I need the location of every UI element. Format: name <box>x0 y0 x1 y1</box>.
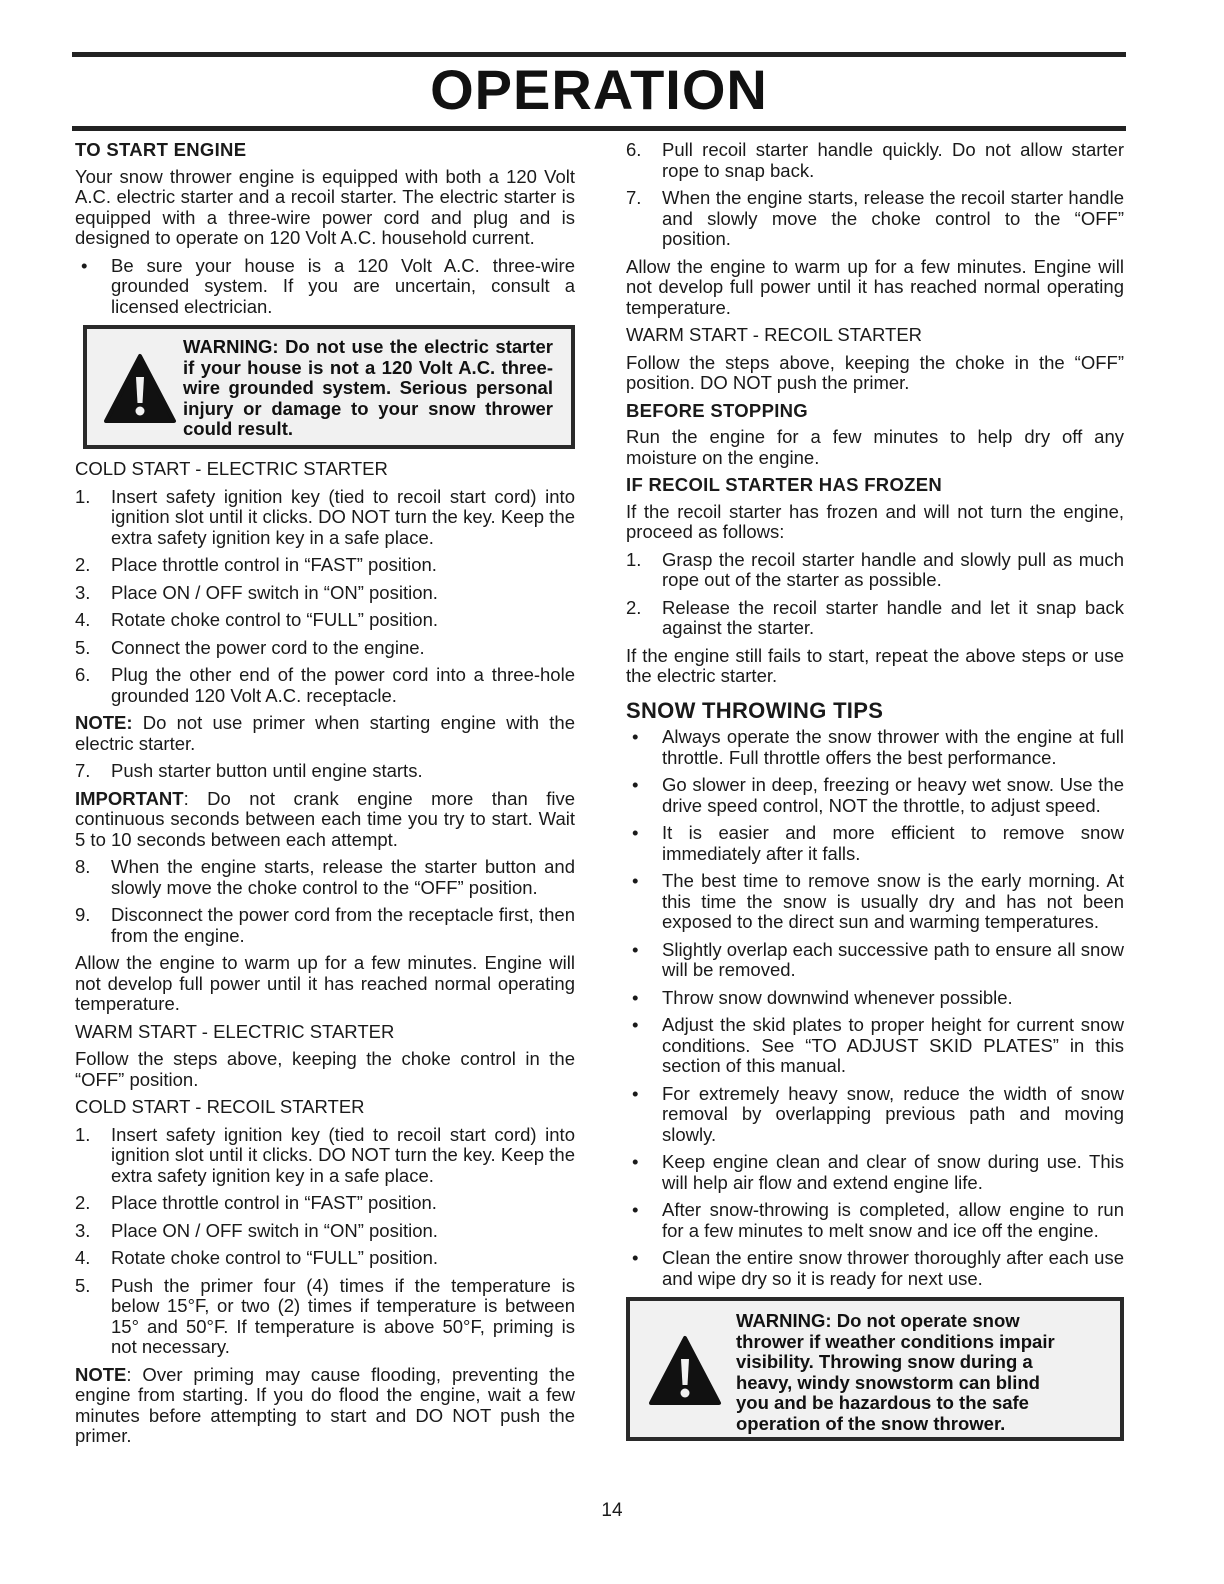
step-number: 4. <box>75 609 91 630</box>
warm-up-paragraph-recoil: Allow the engine to warm up for a few minutes. Engine will not develop full power until it has reached normal operating temperature. <box>626 255 1124 318</box>
step-text: Insert safety ignition key (tied to recoil start cord) into ignition slot until it clicks. DO NOT turn the key. Keep the extra safety ignition key in a safe place. <box>111 485 575 548</box>
step-text: Place throttle control in “FAST” position. <box>111 1192 437 1213</box>
bullet: • <box>632 726 639 747</box>
electric-warning-text: WARNING: Do not use the electric starter if your house is not a 120 Volt A.C. three-wire grounded system. Serious personal injury or damage to your snow thrower could result. <box>183 336 553 439</box>
step-number: 7. <box>626 187 642 208</box>
list-item <box>626 598 1124 639</box>
snow-throwing-tips-list <box>626 727 1124 1289</box>
step-number: 1. <box>75 1123 91 1145</box>
frozen-outro: If the engine still fails to start, repeat the above steps or use the electric starter. <box>626 644 1124 686</box>
tip-text: For extremely heavy snow, reduce the width of snow removal by overlapping previous path and moving slowly. <box>662 1082 1124 1145</box>
visibility-warning-box <box>626 1297 1124 1441</box>
list-item <box>626 871 1124 933</box>
warm-start-electric-heading: WARM START - ELECTRIC STARTER <box>75 1020 395 1042</box>
frozen-steps <box>626 550 1124 639</box>
warning-triangle-icon <box>103 353 177 425</box>
snow-throwing-tips-heading: SNOW THROWING TIPS <box>626 697 884 723</box>
frozen-recoil-heading: IF RECOIL STARTER HAS FROZEN <box>626 474 943 495</box>
warm-start-recoil-heading: WARM START - RECOIL STARTER <box>626 324 923 345</box>
cold-start-electric-steps-continued <box>75 857 575 946</box>
before-stopping-text: Run the engine for a few minutes to help dry off any moisture on the engine. <box>626 426 1124 468</box>
tip-text: The best time to remove snow is the early morning. At this time the snow is usually dry and has not been exposed to the direct sun and warming temperatures. <box>662 870 1124 932</box>
step-number: 1. <box>75 485 91 507</box>
bullet: • <box>632 1247 639 1268</box>
note-electric: NOTE: Do not use primer when starting engine with the electric starter. <box>75 712 575 754</box>
warning-triangle-icon <box>648 1335 722 1407</box>
intro-bullet-list <box>75 256 575 318</box>
tip-text: Throw snow downwind whenever possible. <box>662 986 1013 1008</box>
bullet: • <box>632 1014 639 1035</box>
step-text: Rotate choke control to “FULL” position. <box>111 1247 438 1268</box>
bullet: • <box>632 1082 639 1104</box>
list-item <box>75 1221 575 1242</box>
step-text: Release the recoil starter handle and let it snap back against the starter. <box>662 596 1124 638</box>
important-paragraph: IMPORTANT: Do not crank engine more than five continuous seconds between each time you try to start. Wait 5 to 10 seconds between each attempt. <box>75 787 575 850</box>
list-item: • Be sure your house is a 120 Volt A.C. three-wire grounded system. If you are uncertain, consult a licensed electrician. <box>81 254 575 317</box>
cold-start-recoil-steps <box>75 1125 575 1358</box>
frozen-intro: If the recoil starter has frozen and will not turn the engine, proceed as follows: <box>626 500 1124 542</box>
tip-text: Slightly overlap each successive path to ensure all snow will be removed. <box>662 938 1124 980</box>
warm-start-electric-text: Follow the steps above, keeping the choke control in the “OFF” position. <box>75 1048 575 1090</box>
step-number: 3. <box>75 1219 91 1241</box>
right-column <box>626 140 1124 1451</box>
page-title: OPERATION <box>430 58 768 121</box>
step-number: 6. <box>626 139 642 160</box>
list-item <box>626 940 1124 981</box>
step-number: 5. <box>75 1274 91 1296</box>
step-text: Insert safety ignition key (tied to recoil start cord) into ignition slot until it clicks. DO NOT turn the key. Keep the extra safety ignition key in a safe place. <box>111 1123 575 1186</box>
step-text: Rotate choke control to “FULL” position. <box>111 609 438 630</box>
list-item <box>75 665 575 706</box>
cold-start-recoil-heading: COLD START - RECOIL STARTER <box>75 1096 365 1117</box>
list-item <box>75 487 575 549</box>
bullet: • <box>632 938 639 960</box>
step-text: Disconnect the power cord from the receptacle first, then from the engine. <box>111 904 575 946</box>
page-number: 14 <box>601 1500 623 1521</box>
list-item <box>75 583 575 604</box>
warm-start-recoil-text: Follow the steps above, keeping the choke in the “OFF” position. DO NOT push the primer. <box>626 351 1124 393</box>
step-number: 5. <box>75 636 91 658</box>
tip-text: Clean the entire snow thrower thoroughly after each use and wipe dry so it is ready for next use. <box>662 1247 1124 1289</box>
list-item <box>626 1015 1124 1077</box>
tip-text: After snow-throwing is completed, allow engine to run for a few minutes to melt snow and ice off the engine. <box>662 1199 1124 1241</box>
step-text: Pull recoil starter handle quickly. Do not allow starter rope to snap back. <box>662 139 1124 181</box>
bullet: • <box>632 870 639 891</box>
list-item <box>75 1125 575 1187</box>
left-column <box>75 140 575 1454</box>
tip-text: Keep engine clean and clear of snow during use. This will help air flow and extend engine life. <box>662 1151 1124 1193</box>
note-priming: NOTE: Over priming may cause flooding, preventing the engine from starting. If you do flood the engine, wait a few minutes before attempting to start and DO NOT push the primer. <box>75 1363 575 1446</box>
list-item <box>626 550 1124 591</box>
step-number: 1. <box>626 548 642 570</box>
cold-start-electric-steps <box>75 487 575 707</box>
to-start-engine-heading: TO START ENGINE <box>75 139 247 160</box>
recoil-steps-continued <box>626 140 1124 250</box>
list-item <box>75 1193 575 1214</box>
step-text: Plug the other end of the power cord into a three-hole grounded 120 Volt A.C. receptacle. <box>111 664 575 706</box>
tip-text: Go slower in deep, freezing or heavy wet snow. Use the drive speed control, NOT the throttle, to adjust speed. <box>662 774 1124 816</box>
step-number: 2. <box>75 1192 91 1213</box>
step-text: Place ON / OFF switch in “ON” position. <box>111 581 438 603</box>
list-item <box>75 905 575 946</box>
step-number: 9. <box>75 904 91 925</box>
list-item <box>75 610 575 631</box>
step-number: 4. <box>75 1247 91 1268</box>
list-item: 7. Push starter button until engine starts. <box>75 760 423 781</box>
list-item <box>75 857 575 898</box>
step-number: 2. <box>626 596 642 618</box>
step-text: Push the primer four (4) times if the temperature is below 15°F, or two (2) times if temperature is between 15° and 50°F. If temperature is above 50°F, priming is not necessary. <box>111 1274 575 1357</box>
step-number: 2. <box>75 554 91 575</box>
title-rule <box>72 126 1126 131</box>
tip-text: It is easier and more efficient to remove snow immediately after it falls. <box>662 822 1124 864</box>
bullet: • <box>632 774 639 795</box>
list-item <box>626 727 1124 768</box>
before-stopping-heading: BEFORE STOPPING <box>626 399 808 421</box>
list-item <box>626 140 1124 181</box>
step-number: 3. <box>75 581 91 603</box>
electric-warning-box <box>83 325 575 449</box>
list-item <box>75 1276 575 1358</box>
step-text: Grasp the recoil starter handle and slowly pull as much rope out of the starter as possible. <box>662 548 1124 590</box>
bullet: • <box>632 1151 639 1172</box>
list-item <box>626 988 1124 1009</box>
list-item <box>626 1200 1124 1241</box>
tip-text: Always operate the snow thrower with the engine at full throttle. Full throttle offers the best performance. <box>662 726 1124 768</box>
list-item <box>626 1248 1124 1289</box>
intro-paragraph: Your snow thrower engine is equipped with both a 120 Volt A.C. electric starter and a recoil starter. The electric starter is equipped with a three-wire power cord and plug and is designed to operate on 120 Volt A.C. household current. <box>75 165 575 248</box>
top-rule <box>72 52 1126 57</box>
bullet: • <box>632 986 639 1008</box>
step-text: When the engine starts, release the starter button and slowly move the choke control to the “OFF” position. <box>111 856 575 898</box>
cold-start-electric-heading: COLD START - ELECTRIC STARTER <box>75 458 388 479</box>
list-item <box>626 823 1124 864</box>
step-number: 6. <box>75 664 91 685</box>
step-text: Place ON / OFF switch in “ON” position. <box>111 1219 438 1241</box>
bullet: • <box>632 1199 639 1220</box>
list-item <box>626 188 1124 250</box>
list-item <box>75 555 575 576</box>
step-number: 8. <box>75 856 91 877</box>
list-item <box>75 638 575 659</box>
step-text: When the engine starts, release the recoil starter handle and slowly move the choke control to the “OFF” position. <box>662 187 1124 249</box>
step-text: Place throttle control in “FAST” position. <box>111 554 437 575</box>
warm-up-paragraph: Allow the engine to warm up for a few minutes. Engine will not develop full power until it has reached normal operating temperature. <box>75 952 575 1014</box>
list-item <box>75 1248 575 1269</box>
step-7-list <box>75 761 575 782</box>
tip-text: Adjust the skid plates to proper height for current snow conditions. See “TO ADJUST SKID PLATES” in this section of this manual. <box>662 1014 1124 1076</box>
list-item <box>626 1152 1124 1193</box>
bullet: • <box>81 254 88 276</box>
bullet: • <box>632 822 639 843</box>
list-item <box>626 775 1124 816</box>
step-text: Connect the power cord to the engine. <box>111 636 425 658</box>
visibility-warning-text: WARNING: Do not operate snow thrower if weather conditions impair visibility. Throwing snow during a heavy, windy snowstorm can blind you and be hazardous to the safe operation of the snow thrower. <box>736 1310 1055 1434</box>
list-item <box>626 1084 1124 1146</box>
